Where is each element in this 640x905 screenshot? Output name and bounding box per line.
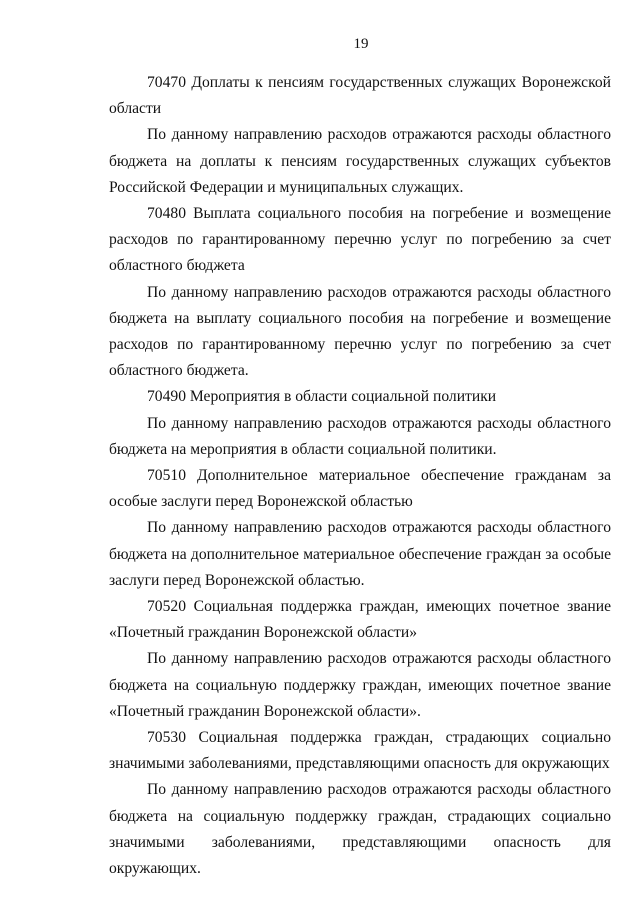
section-description-70490: По данному направлению расходов отражаются расходы областного бюджета на мероприятия в области социальной политики. [109, 414, 611, 458]
section-heading-70490: 70490 Мероприятия в области социальной политики [147, 388, 497, 406]
section-heading-70520: 70520 Социальная поддержка граждан, имеющих почетное звание «Почетный гражданин Воронежской области» [109, 598, 611, 642]
section-heading-70470: 70470 Доплаты к пенсиям государственных служащих Воронежской области [109, 74, 611, 118]
document-body [109, 70, 611, 882]
section-description-70480: По данному направлению расходов отражаются расходы областного бюджета на выплату социального пособия на погребение и возмещение расходов по гарантированному перечню услуг по погребению за счет областного бюджета. [109, 283, 611, 380]
section-heading-70530: 70530 Социальная поддержка граждан, страдающих социально значимыми заболеваниями, представляющими опасность для окружающих [109, 729, 611, 773]
section-description-70530: По данному направлению расходов отражаются расходы областного бюджета на социальную поддержку граждан, страдающих социально значимыми заболеваниями, представляющими опасность для окружающих. [109, 781, 611, 878]
section-heading-70510: 70510 Дополнительное материальное обеспечение гражданам за особые заслуги перед Воронежской областью [109, 467, 611, 511]
section-heading-70480: 70480 Выплата социального пособия на погребение и возмещение расходов по гарантированному перечню услуг по погребению за счет областного бюджета [109, 205, 611, 275]
section-description-70470: По данному направлению расходов отражаются расходы областного бюджета на доплаты к пенсиям государственных служащих субъектов Российской Федерации и муниципальных служащих. [109, 126, 611, 196]
page-number: 19 [353, 36, 369, 52]
section-description-70510: По данному направлению расходов отражаются расходы областного бюджета на дополнительное материальное обеспечение граждан за особые заслуги перед Воронежской областью. [109, 519, 611, 589]
section-description-70520: По данному направлению расходов отражаются расходы областного бюджета на социальную поддержку граждан, имеющих почетное звание «Почетный гражданин Воронежской области». [109, 650, 611, 720]
